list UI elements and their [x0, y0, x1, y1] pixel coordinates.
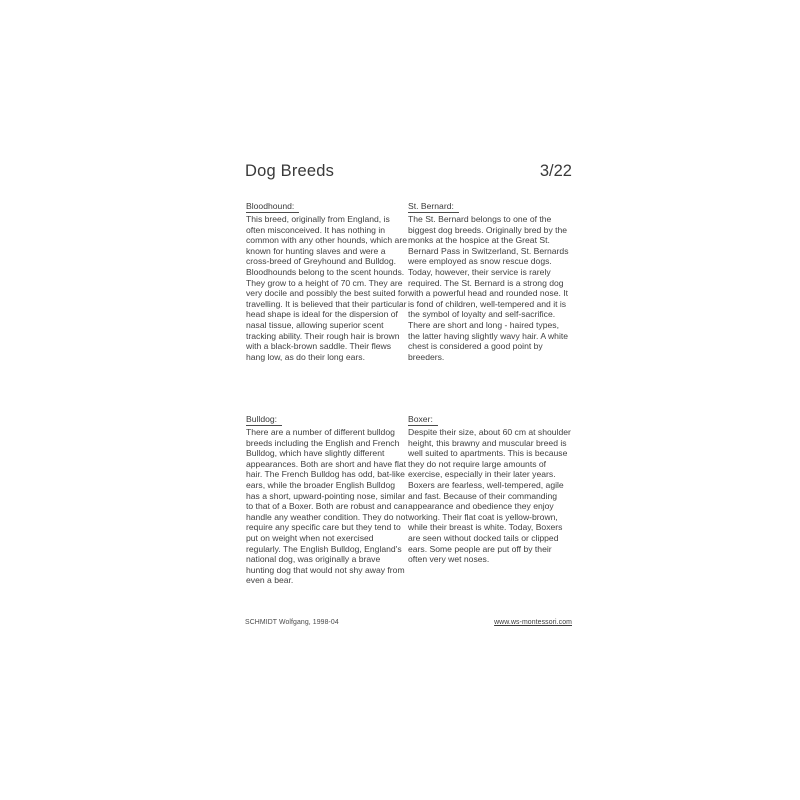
page-title: Dog Breeds	[245, 162, 335, 180]
section-bulldog	[246, 409, 410, 586]
section-bloodhound	[246, 196, 410, 362]
section-heading: Bulldog:	[246, 414, 282, 426]
section-heading: Boxer:	[408, 414, 438, 426]
section-st-bernard	[408, 196, 572, 362]
page-number: 3/22	[539, 162, 572, 180]
section-body: This breed, originally from England, is often misconceived. It has nothing in common with any other hounds, which are known for hunting slaves and were a cross-breed of Greyhound and Bulldog. Bloodhounds belong to the scent hounds. They grow to a height of 70 cm. They are very docile and possibly the best suited for travelling. It is believed that their particular head shape is ideal for the dispersion of nasal tissue, allowing superior scent tracking ability. Their rough hair is brown with a black-brown saddle. Their flews hang low, as do their long ears.	[246, 214, 408, 362]
footer-author: SCHMIDT Wolfgang, 1998-04	[245, 619, 339, 626]
document-header	[245, 162, 572, 181]
footer-website-link[interactable]: www.ws-montessori.com	[494, 619, 572, 626]
section-heading: St. Bernard:	[408, 201, 459, 213]
section-body: Despite their size, about 60 cm at shoulder height, this brawny and muscular breed is well suited to apartments. This is because they do not require large amounts of exercise, especially in their later years. Boxers are fearless, well-tempered, agile and fast. Because of their commanding appearance and obedience they enjoy working. Their flat coat is yellow-brown, while their breast is white. Today, Boxers are seen without docked tails or clipped ears. Some people are put off by their often very wet noses.	[408, 427, 571, 565]
section-body: The St. Bernard belongs to one of the biggest dog breeds. Originally bred by the monks at the hospice at the Great St. Bernard Pass in Switzerland, St. Bernards were employed as snow rescue dogs. Today, however, their service is rarely required. The St. Bernard is a strong dog with a powerful head and rounded nose. It is fond of children, well-tempered and it is the symbol of loyalty and self-sacrifice. There are short and long - haired types, the latter having slightly wavy hair. A white chest is considered a good point by breeders.	[408, 214, 569, 362]
document-footer	[245, 619, 572, 626]
section-heading: Bloodhound:	[246, 201, 299, 213]
section-boxer	[408, 409, 572, 565]
section-body: There are a number of different bulldog breeds including the English and French Bulldog, which have slightly different appearances. Both are short and have flat hair. The French Bulldog has odd, bat-like ears, while the broader English Bulldog has a short, upward-pointing nose, similar to that of a Boxer. Both are robust and can handle any weather condition. They do not require any specific care but they tend to put on weight when not exercised regularly. The English Bulldog, England's national dog, was originally a brave hunting dog that would not shy away from even a bear.	[246, 427, 408, 586]
